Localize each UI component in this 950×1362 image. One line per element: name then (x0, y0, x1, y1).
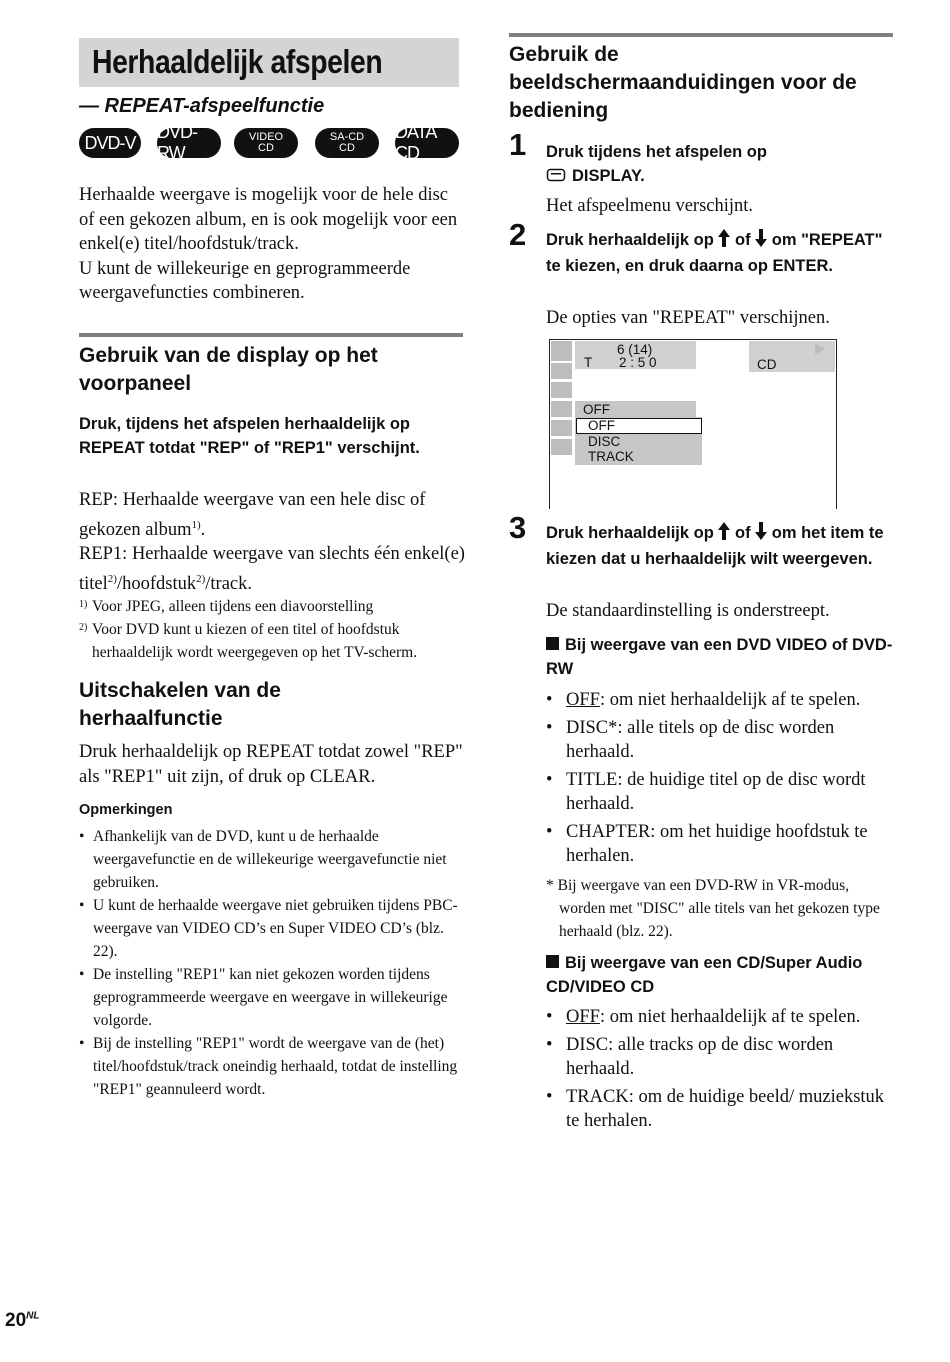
section-rule-front (79, 333, 463, 337)
osd-title-count: 6 (14) (617, 342, 653, 357)
square-bullet-icon (546, 637, 559, 650)
note-item: • Bij de instelling "REP1" wordt de weergave van de (het) titel/hoofdstuk/track oneindig herhaald, totdat de instelling "REP1" geannuleerd wordt. (79, 1032, 464, 1101)
osd-disc-type: CD (757, 357, 777, 372)
badge-sa-cd-line2: CD (339, 142, 355, 154)
arrow-up-icon (718, 229, 730, 255)
cd-option-item (546, 1085, 896, 1134)
cd-option-key-off: OFF (566, 1007, 600, 1027)
dvd-option-key-off: OFF (566, 690, 600, 710)
dvd-option-text: : om het huidige hoofdstuk te herhalen. (566, 821, 868, 866)
dvd-footnote: * Bij weergave van een DVD-RW in VR-modus, worden met "DISC" alle titels van het gekozen type herhaald (blz. 22). (546, 877, 880, 940)
dvd-option-key-chapter: CHAPTER (566, 821, 651, 842)
osd-menu-icon (551, 401, 572, 417)
section-heading-front-display: Gebruik van de display op het voorpaneel (79, 344, 378, 395)
dvd-block-heading (546, 634, 896, 681)
osd-menu-icon (551, 439, 572, 455)
dvd-option-key-disc: DISC* (566, 717, 618, 738)
osd-option-disc[interactable]: DISC (588, 434, 621, 449)
cd-option-text: : alle tracks op de disc worden herhaald. (566, 1034, 834, 1079)
page-title: Herhaaldelijk afspelen (92, 43, 383, 80)
notes-list (79, 825, 464, 1101)
badge-data-cd: DATA CD (395, 128, 459, 158)
step-3-instruction (546, 522, 891, 571)
osd-t-label: T (584, 355, 593, 370)
step-1-result: Het afspeelmenu verschijnt. (546, 196, 754, 216)
display-label: DISPLAY. (572, 166, 645, 185)
rep-text: REP: Herhaalde weergave van een hele disc of gekozen album (79, 490, 426, 540)
step-3-text-b: om het item te kiezen dat u herhaaldelijk wilt weergeven. (546, 524, 884, 568)
cd-block-heading (546, 952, 896, 999)
cd-options-list (546, 1005, 896, 1137)
repeat-osd-screen (549, 339, 837, 509)
dvd-option-key-title: TITLE (566, 769, 618, 790)
badge-dvd-v: DVD-V (79, 128, 141, 158)
dvd-option-text: : om niet herhaaldelijk af te spelen. (599, 690, 861, 710)
step-1-line-2 (546, 165, 891, 191)
osd-play-icon (815, 344, 826, 354)
footnote-2-mark: 2) (79, 622, 88, 633)
section-rule-osd (509, 33, 893, 37)
osd-menu-icon (551, 420, 572, 436)
dvd-options-list (546, 688, 896, 872)
page-number-value: 20 (5, 1310, 27, 1331)
osd-current-value: OFF (583, 402, 610, 417)
display-button-icon (546, 167, 566, 191)
dvd-block-title: Bij weergave van een DVD VIDEO of DVD-RW (546, 636, 893, 678)
square-bullet-icon (546, 955, 559, 968)
osd-menu-icon (551, 382, 572, 398)
repeat-off-text: Druk herhaaldelijk op REPEAT totdat zowel "REP" als "REP1" uit zijn, of druk op CLEAR. (79, 742, 463, 787)
note-item: • Afhankelijk van de DVD, kunt u de herhaalde weergavefunctie en de willekeurige weergavefunctie niet gebruiken. (79, 825, 464, 894)
note-item: • De instelling "REP1" kan niet gekozen worden tijdens geprogrammeerde weergave en weergave in willekeurige volgorde. (79, 963, 464, 1032)
osd-time: 2 : 5 0 (619, 355, 657, 370)
page-number (5, 1310, 39, 1332)
rep-description (79, 488, 469, 596)
front-instruction: Druk, tijdens het afspelen herhaaldelijk op REPEAT totdat "REP" of "REP1" verschijnt. (79, 415, 420, 457)
cd-option-text: : om de huidige beeld/ muziekstuk te herhalen. (566, 1086, 885, 1131)
rep-footnote-ref: 1) (191, 518, 201, 531)
note-item: • U kunt de herhaalde weergave niet gebruiken tijdens PBC-weergave van VIDEO CD’s en Super VIDEO CD’s (blz. 22). (79, 894, 464, 963)
step-3-of: of (734, 524, 751, 542)
badge-video-cd-line1: VIDEO (248, 131, 284, 143)
cd-option-key-track: TRACK (566, 1086, 629, 1107)
intro-text (79, 183, 464, 306)
footnote-2-text: Voor DVD kunt u kiezen of een titel of hoofdstuk herhaaldelijk wordt weergegeven op het TV-scherm. (92, 621, 418, 661)
dvd-option-text: : de huidige titel op de disc wordt herhaald. (566, 769, 866, 814)
step-3-number: 3 (509, 510, 527, 545)
osd-menu-icon (551, 341, 572, 361)
osd-option-track[interactable]: TRACK (588, 449, 634, 464)
step-2-instruction (546, 229, 896, 278)
osd-option-off[interactable]: OFF (588, 418, 615, 433)
rep1-text-c: /track. (205, 573, 253, 594)
arrow-up-icon (718, 522, 730, 548)
step-2-number: 2 (509, 217, 527, 252)
footnote-1-mark: 1) (79, 599, 88, 610)
dvd-option-text: : alle titels op de disc worden herhaald. (566, 717, 835, 762)
step-3-text-a: Druk herhaaldelijk op (546, 524, 714, 542)
rep1-footnote-ref-1: 2) (107, 572, 117, 585)
footnote-1 (79, 595, 469, 618)
section-heading-repeat-off: Uitschakelen van de herhaalfunctie (79, 679, 281, 730)
osd-menu-icon (551, 363, 572, 379)
rep1-text: REP1: Herhaalde weergave van slechts één enkel(e) titel (79, 544, 465, 594)
arrow-down-icon (755, 229, 767, 255)
footnotes (79, 595, 469, 664)
dvd-option-item (546, 820, 896, 869)
arrow-down-icon (755, 522, 767, 548)
step-2-text-a: Druk herhaaldelijk op (546, 231, 714, 249)
rep1-line (79, 542, 469, 596)
notes-heading: Opmerkingen (79, 802, 173, 818)
footnote-1-text: Voor JPEG, alleen tijdens een diavoorstelling (92, 598, 374, 615)
cd-block-title: Bij weergave van een CD/Super Audio CD/VIDEO CD (546, 954, 863, 996)
dvd-option-item (546, 768, 896, 817)
badge-sa-cd (315, 128, 379, 158)
step-3-result: De standaardinstelling is onderstreept. (546, 601, 830, 621)
badge-sa-cd-line1: SA-CD (329, 131, 365, 143)
page-title-box (79, 38, 459, 87)
section-heading-osd: Gebruik de beeldschermaanduidingen voor de bediening (509, 43, 857, 122)
rep1-footnote-ref-2: 2) (196, 572, 206, 585)
cd-option-item (546, 1033, 896, 1082)
badge-video-cd-line2: CD (258, 142, 274, 154)
intro-paragraph-2: U kunt de willekeurige en geprogrammeerde weergavefuncties combineren. (79, 258, 411, 303)
footnote-2 (79, 618, 469, 664)
rep-line (79, 488, 469, 542)
intro-paragraph-1: Herhaalde weergave is mogelijk voor de hele disc of een gekozen album, en is ook mogelijk voor een enkel(e) titel/hoofdstuk/track. (79, 185, 458, 254)
dvd-option-item (546, 688, 896, 713)
page-subtitle: — REPEAT-afspeelfunctie (79, 95, 325, 117)
cd-option-key-disc: DISC (566, 1034, 609, 1055)
step-1-number: 1 (509, 127, 527, 162)
cd-option-item (546, 1005, 896, 1030)
page-number-suffix: NL (26, 1310, 40, 1322)
rep1-text-b: /hoofdstuk (116, 573, 197, 594)
step-2-of: of (734, 231, 751, 249)
badge-video-cd (234, 128, 298, 158)
dvd-option-item (546, 716, 896, 765)
step-1-line-1: Druk tijdens het afspelen op (546, 143, 767, 161)
step-2-result: De opties van "REPEAT" verschijnen. (546, 308, 830, 328)
badge-dvd-rw: DVD-RW (157, 128, 221, 158)
step-2-text-b: om "REPEAT" te kiezen, en druk daarna op ENTER. (546, 231, 883, 275)
rep-text-end: . (200, 519, 206, 540)
cd-option-text: : om niet herhaaldelijk af te spelen. (599, 1007, 861, 1027)
step-1-instruction (546, 141, 891, 190)
